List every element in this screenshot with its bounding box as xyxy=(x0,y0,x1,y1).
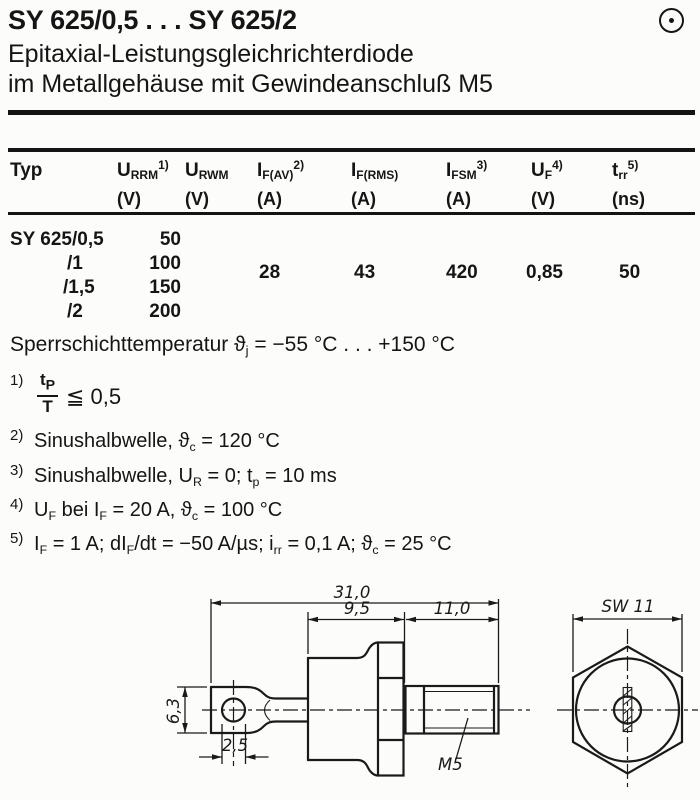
type-cell: SY 625/0,5 xyxy=(10,229,104,250)
page-subtitle-line2: im Metallgehäuse mit Gewindeanschluß M5 xyxy=(8,70,493,98)
thread-label: M5 xyxy=(438,755,463,774)
column-header-uf: $U_F^{4)}$ (V) xyxy=(531,158,563,209)
footnote-marker: 4) xyxy=(10,496,24,513)
footnote-marker: 1) xyxy=(10,372,24,389)
tab-width-dim-label: 6,3 xyxy=(164,697,183,725)
urrm-value: 100 xyxy=(149,253,181,274)
column-header-ifrms: $I_{F(RMS)}$ (A) xyxy=(351,160,399,209)
page-subtitle-line1: Epitaxial-Leistungsgleichrichterdiode xyxy=(8,40,414,68)
footnote-marker: 2) xyxy=(10,427,24,444)
column-header-ifav: $I_{F(AV)}^{2)}$ (A) xyxy=(257,158,305,209)
footnote-3: 3) Sinushalbwelle, $U_R = 0$; $t_p = 10$ ms xyxy=(10,462,337,489)
footnote-marker: 5) xyxy=(10,530,24,547)
ifrms-value: 43 xyxy=(354,262,376,283)
tab-outline xyxy=(211,687,308,699)
total-length-dim-label: 31,0 xyxy=(333,583,371,602)
hex-flange xyxy=(378,643,404,776)
footnote-5: 5) $I_F = 1$ A; $dI_F/dt = -50$ A/µs; $i_{rr} = 0,1$ A; $ϑ_c = 25$ °C xyxy=(10,530,452,557)
body-outline xyxy=(308,643,378,659)
column-header-urwm: $U_{RWM}$ (V) xyxy=(185,160,229,209)
urrm-value: 150 xyxy=(149,277,181,298)
column-header-trr: $t_{rr}^{5)}$ (ns) xyxy=(612,158,645,209)
wrench-size-label: SW 11 xyxy=(601,597,655,616)
trr-value: 50 xyxy=(619,262,641,283)
body-outline xyxy=(308,760,378,776)
footnote-1: 1) $\frac{t_P}{T}$ ≦ 0,5 xyxy=(10,370,122,417)
thread-length-dim-label: 11,0 xyxy=(433,599,471,618)
footnote-4: 4) $U_F$ bei $I_F = 20$ A, $ϑ_c = 100$ °C xyxy=(10,496,283,523)
ifav-value: 28 xyxy=(259,262,281,283)
type-cell: /2 xyxy=(67,301,83,322)
uf-value: 0,85 xyxy=(526,262,563,283)
urrm-value: 200 xyxy=(149,301,181,322)
type-cell: /1 xyxy=(67,253,83,274)
hole-dia-dim-label: 2,5 xyxy=(221,736,249,755)
page-title: SY 625/0,5 . . . SY 625/2 xyxy=(8,5,297,35)
column-header-typ: Typ xyxy=(10,160,43,181)
urrm-value: 50 xyxy=(159,229,181,250)
column-header-urrm: $U_{RRM}^{1)}$ (V) xyxy=(117,158,169,209)
footnote-marker: 3) xyxy=(10,462,24,479)
duty-cycle-fraction: $\frac{t_P}{T}$ xyxy=(37,371,58,416)
ifsm-value: 420 xyxy=(446,262,478,283)
side-view-drawing xyxy=(164,583,530,776)
column-header-ifsm: $I_{FSM}^{3)}$ (A) xyxy=(446,158,488,209)
type-cell: /1,5 xyxy=(63,277,95,298)
front-view-drawing xyxy=(557,597,698,788)
body-length-dim-label: 9,5 xyxy=(343,599,371,618)
tab-outline xyxy=(211,722,308,734)
thread-leader-line xyxy=(456,718,468,759)
footnote-2: 2) Sinushalbwelle, $ϑ_c = 120$ °C xyxy=(10,427,280,454)
junction-temperature-line: Sperrschichttemperatur $ϑ_j = -55$ °C . . . +150 °C xyxy=(10,333,455,358)
